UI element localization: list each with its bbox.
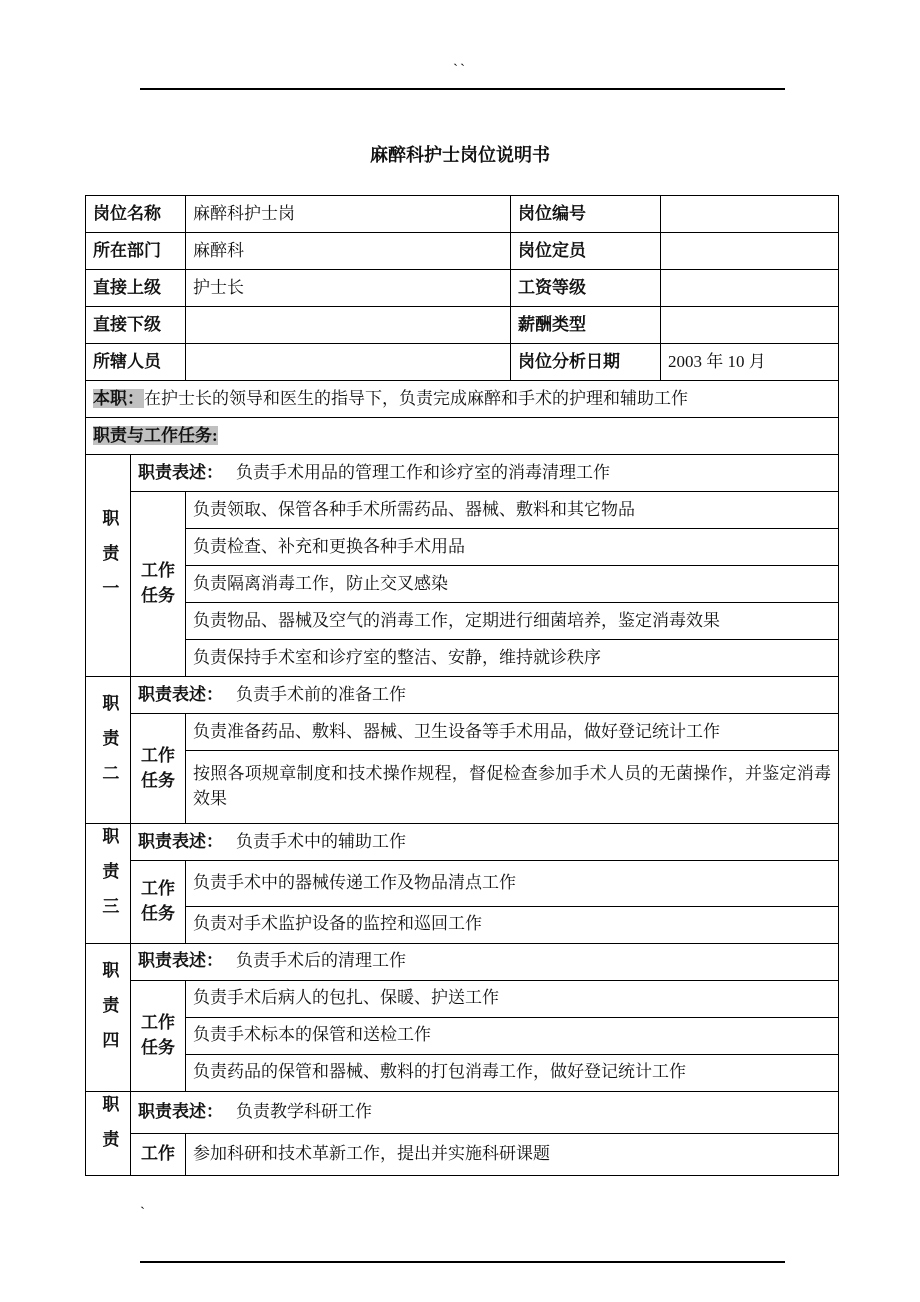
duty-task-label: 工作任务 — [131, 492, 186, 677]
duty-task-row — [86, 1133, 839, 1175]
duty-task-row — [86, 640, 839, 677]
summary-text: 在护士长的领导和医生的指导下，负责完成麻醉和手术的护理和辅助工作 — [144, 388, 688, 408]
duty-task: 负责保持手术室和诊疗室的整洁、安静，维持就诊秩序 — [186, 640, 839, 677]
duty-task-row — [86, 1017, 839, 1054]
duty-desc-text: 负责手术用品的管理工作和诊疗室的消毒清理工作 — [236, 462, 610, 482]
duty-desc-label: 职责表述： — [138, 831, 223, 851]
info-value — [186, 344, 511, 381]
duty-desc-cell — [131, 824, 839, 861]
info-value — [661, 307, 839, 344]
info-row — [86, 270, 839, 307]
header-rule — [140, 88, 785, 90]
duty-desc-row — [86, 943, 839, 980]
info-value — [661, 270, 839, 307]
duty-desc-cell — [131, 943, 839, 980]
info-label: 岗位编号 — [511, 196, 661, 233]
duty-number-cell — [86, 677, 131, 824]
duty-task: 负责手术标本的保管和送检工作 — [186, 1017, 839, 1054]
summary-row — [86, 381, 839, 418]
info-value: 护士长 — [186, 270, 511, 307]
info-label: 岗位定员 — [511, 233, 661, 270]
duty-task-row — [86, 714, 839, 751]
duty-task-row — [86, 492, 839, 529]
duty-task: 负责领取、保管各种手术所需药品、器械、敷料和其它物品 — [186, 492, 839, 529]
duty-task-row — [86, 861, 839, 907]
duty-task-row — [86, 603, 839, 640]
info-value: 麻醉科 — [186, 233, 511, 270]
info-value: 麻醉科护士岗 — [186, 196, 511, 233]
duty-desc-text: 负责手术后的清理工作 — [236, 951, 406, 971]
duty-desc-cell — [131, 677, 839, 714]
info-row — [86, 233, 839, 270]
info-label: 所在部门 — [86, 233, 186, 270]
info-value — [661, 196, 839, 233]
duty-number: 职责三 — [99, 827, 119, 932]
duty-desc-row — [86, 824, 839, 861]
duty-desc-text: 负责手术中的辅助工作 — [236, 831, 406, 851]
duty-task: 负责物品、器械及空气的消毒工作，定期进行细菌培养，鉴定消毒效果 — [186, 603, 839, 640]
duty-task-row — [86, 980, 839, 1017]
duty-number-cell — [86, 824, 131, 944]
section-header-label: 职责与工作任务: — [93, 425, 218, 445]
section-header-cell — [86, 418, 839, 455]
duty-number: 职责二 — [99, 693, 119, 799]
duty-task: 负责检查、补充和更换各种手术用品 — [186, 529, 839, 566]
duty-task: 负责药品的保管和器械、敷料的打包消毒工作，做好登记统计工作 — [186, 1054, 839, 1091]
duty-desc-label: 职责表述： — [138, 684, 223, 704]
footer-mark: ` — [140, 1205, 145, 1221]
duty-desc-text: 负责教学科研工作 — [236, 1101, 372, 1121]
info-label: 工资等级 — [511, 270, 661, 307]
duty-number: 职责四 — [99, 960, 119, 1066]
duty-number: 职责 — [99, 1094, 119, 1165]
duty-task-row — [86, 1054, 839, 1091]
duty-number-cell — [86, 455, 131, 677]
duty-desc-label: 职责表述： — [138, 1101, 223, 1121]
info-label: 岗位分析日期 — [511, 344, 661, 381]
duty-desc-text: 负责手术前的准备工作 — [236, 684, 406, 704]
duty-task: 负责手术后病人的包扎、保暖、护送工作 — [186, 980, 839, 1017]
duty-number: 职责一 — [99, 509, 119, 615]
info-label: 直接上级 — [86, 270, 186, 307]
info-label: 薪酬类型 — [511, 307, 661, 344]
footer-rule — [140, 1261, 785, 1263]
duty-task: 负责对手术监护设备的监控和巡回工作 — [186, 906, 839, 943]
duty-task-row — [86, 751, 839, 824]
duty-task-label: 工作 — [131, 1133, 186, 1175]
duty-task-label: 工作任务 — [131, 714, 186, 824]
duty-task: 负责隔离消毒工作，防止交叉感染 — [186, 566, 839, 603]
duty-desc-cell — [131, 1091, 839, 1133]
info-row — [86, 307, 839, 344]
header-mark: `` — [453, 62, 467, 78]
duty-task-row — [86, 566, 839, 603]
duty-task: 按照各项规章制度和技术操作规程，督促检查参加手术人员的无菌操作，并鉴定消毒效果 — [186, 751, 839, 824]
duty-task: 负责准备药品、敷料、器械、卫生设备等手术用品，做好登记统计工作 — [186, 714, 839, 751]
info-value — [186, 307, 511, 344]
info-label: 直接下级 — [86, 307, 186, 344]
page-title: 麻醉科护士岗位说明书 — [370, 145, 550, 165]
duty-number-cell — [86, 1091, 131, 1176]
section-header-row — [86, 418, 839, 455]
duty-desc-row — [86, 455, 839, 492]
duty-desc-row — [86, 1091, 839, 1133]
duty-task: 负责手术中的器械传递工作及物品清点工作 — [186, 861, 839, 907]
duty-desc-row — [86, 677, 839, 714]
summary-label: 本职： — [93, 388, 144, 408]
duty-desc-cell — [131, 455, 839, 492]
duty-task-row — [86, 906, 839, 943]
duty-task-label: 工作任务 — [131, 861, 186, 944]
duty-desc-label: 职责表述： — [138, 951, 223, 971]
duty-task-row — [86, 529, 839, 566]
info-row — [86, 344, 839, 381]
duty-task: 参加科研和技术革新工作，提出并实施科研课题 — [186, 1133, 839, 1175]
duty-number-cell — [86, 943, 131, 1091]
info-label: 所辖人员 — [86, 344, 186, 381]
info-row — [86, 196, 839, 233]
duty-desc-label: 职责表述： — [138, 462, 223, 482]
info-label: 岗位名称 — [86, 196, 186, 233]
job-description-table — [85, 195, 839, 1176]
info-value — [661, 233, 839, 270]
duty-task-label: 工作任务 — [131, 980, 186, 1091]
summary-cell — [86, 381, 839, 418]
info-value: 2003 年 10 月 — [661, 344, 839, 381]
